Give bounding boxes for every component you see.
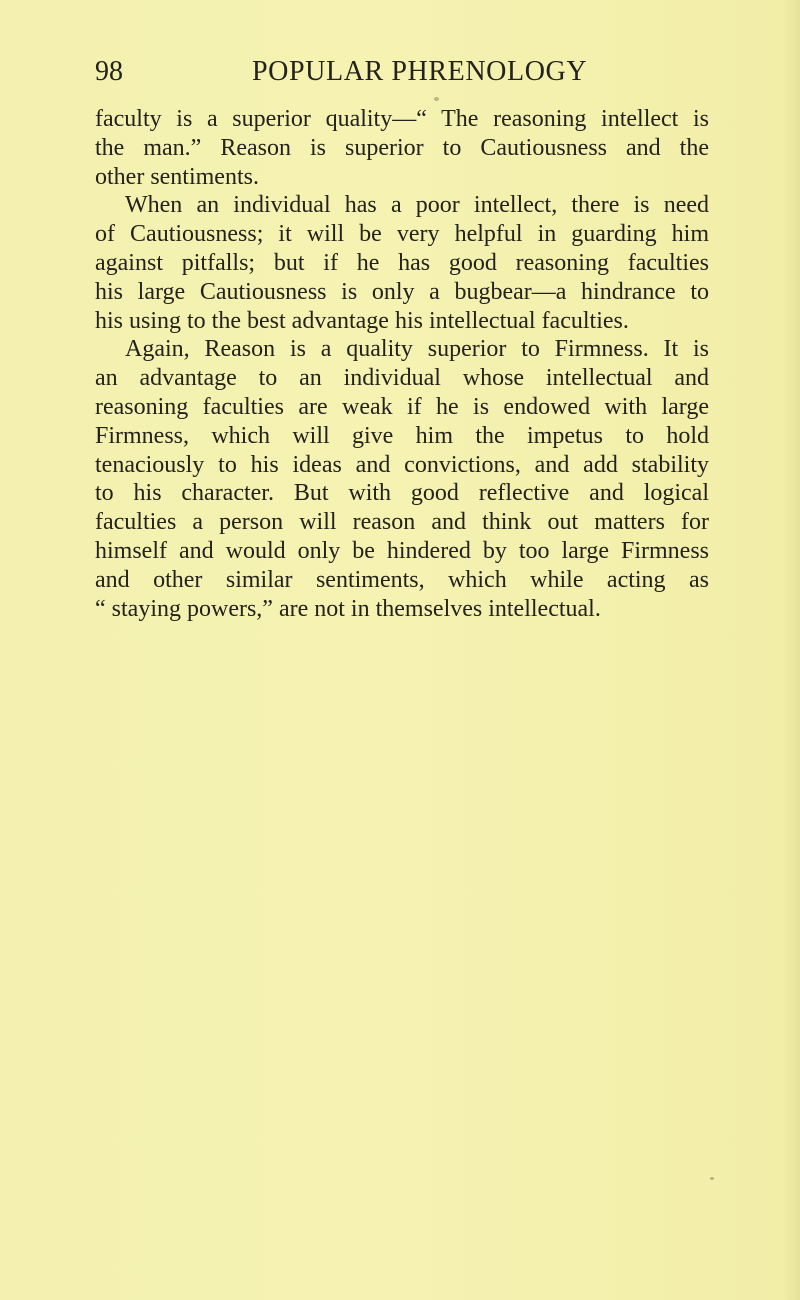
text-line: his large Cautiousness is only a bugbear—a hindrance to (95, 278, 709, 305)
text-line: other sentiments. (95, 163, 259, 190)
running-head: POPULAR PHRENOLOGY (252, 56, 588, 87)
page-edge-shadow (782, 0, 800, 1300)
page-header (95, 52, 707, 92)
text-line: “ staying powers,” are not in themselves intellectual. (95, 595, 601, 622)
text-line: reasoning faculties are weak if he is endowed with large (95, 393, 709, 420)
text-line: tenaciously to his ideas and convictions, and add stability (95, 451, 709, 478)
text-line: to his character. But with good reflective and logical (95, 480, 709, 507)
text-line: and other similar sentiments, which while acting as (95, 566, 709, 593)
text-line: Again, Reason is a quality superior to Firmness. It is (125, 336, 709, 363)
text-line: Firmness, which will give him the impetus to hold (95, 422, 709, 449)
text-line: the man.” Reason is superior to Cautiousness and the (95, 134, 709, 161)
text-line: his using to the best advantage his intellectual faculties. (95, 307, 629, 334)
page-number: 98 (95, 56, 123, 87)
text-line: of Cautiousness; it will be very helpful in guarding him (95, 221, 709, 248)
body-text (95, 105, 709, 623)
text-line: When an individual has a poor intellect, there is need (125, 192, 709, 219)
paper-speck (434, 97, 439, 101)
text-line: an advantage to an individual whose intellectual and (95, 365, 709, 392)
text-line: faculty is a superior quality—“ The reasoning intellect is (95, 106, 709, 132)
paper-speck (710, 1177, 714, 1180)
text-line: himself and would only be hindered by too large Firmness (95, 537, 709, 564)
text-line: faculties a person will reason and think out matters for (95, 509, 709, 536)
text-line: against pitfalls; but if he has good reasoning faculties (95, 249, 709, 276)
